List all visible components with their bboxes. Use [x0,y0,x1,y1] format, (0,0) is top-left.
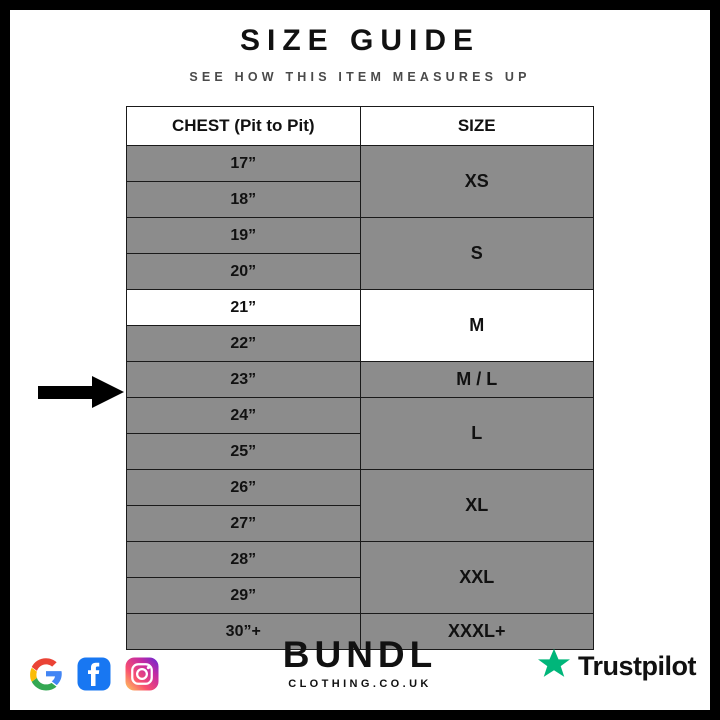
size-value: XXXL+ [360,614,594,650]
table-row [127,398,594,434]
size-value: L [360,398,594,470]
size-guide-card [10,10,710,710]
size-value: M / L [360,362,594,398]
size-value: XS [360,146,594,218]
size-value: M [360,290,594,362]
brand-name: BUNDL [282,634,438,675]
table-header-row [127,107,594,146]
brand-subtitle: CLOTHING.CO.UK [288,678,432,690]
page-subtitle: SEE HOW THIS ITEM MEASURES UP [189,70,531,84]
chest-value: 20” [127,254,361,290]
trustpilot-star-icon [537,647,571,686]
chest-value: 18” [127,182,361,218]
table-row [127,362,594,398]
chest-value: 22” [127,326,361,362]
size-value: XXL [360,542,594,614]
column-header-chest: CHEST (Pit to Pit) [127,107,361,146]
table-row [127,470,594,506]
table-row [127,218,594,254]
trustpilot-label: Trustpilot [578,651,696,681]
table-row-highlighted [127,290,594,326]
chest-value: 26” [127,470,361,506]
chest-value: 28” [127,542,361,578]
chest-value: 17” [127,146,361,182]
size-table-body [127,146,594,650]
size-table-head [127,107,594,146]
table-row [127,542,594,578]
page-title: SIZE GUIDE [239,24,481,57]
chest-value: 27” [127,506,361,542]
chest-value: 23” [127,362,361,398]
chest-value: 29” [127,578,361,614]
chest-value: 24” [127,398,361,434]
arrow-shaft [38,386,94,399]
size-table-wrap [126,106,594,650]
right-arrow-icon [38,376,124,408]
chest-value: 30”+ [127,614,361,650]
chest-value: 19” [127,218,361,254]
chest-value: 25” [127,434,361,470]
arrow-head [92,376,124,408]
size-table [126,106,594,650]
table-row [127,146,594,182]
column-header-size: SIZE [360,107,594,146]
size-value: XL [360,470,594,542]
trustpilot-badge [537,647,696,686]
footer [10,612,710,702]
size-value: S [360,218,594,290]
chest-value: 21” [127,290,361,326]
